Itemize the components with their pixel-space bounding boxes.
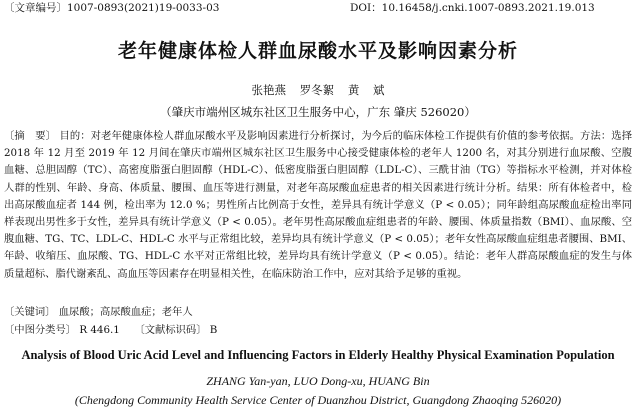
- article-number: [4, 1, 219, 15]
- abstract-label: 〔摘 要〕: [4, 130, 57, 142]
- paper-title: 老年健康体检人群血尿酸水平及影响因素分析: [117, 40, 518, 62]
- classification: [4, 323, 632, 338]
- english-affiliation: (Chengdong Community Health Service Center of Duanzhou District, Guangdong Zhaoqing 526020): [74, 393, 562, 407]
- doc-code-label: 〔文献标识码〕: [134, 324, 207, 336]
- doi: DOI：10.16458/j.cnki.1007-0893.2021.19.013: [350, 2, 595, 14]
- english-title: Analysis of Blood Uric Acid Level and Influencing Factors in Elderly Healthy Physical Examination Population: [21, 348, 615, 362]
- authors: 张艳燕 罗冬絮 黄 斌: [251, 83, 385, 97]
- english-authors: ZHANG Yan-yan, LUO Dong-xu, HUANG Bin: [206, 374, 430, 388]
- abstract-text: 目的：对老年健康体检人群血尿酸水平及影响因素进行分析探讨，为今后的临床体检工作提供有价值的参考依据。方法：选择 2018 年 12 月至 2019 年 12 月间在肇庆市端州区城东社区卫生服务中心接受健康体检的老年人 1200 名，对其分别进行血尿酸、空腹血糖、总胆固醇（TC）、高密度脂蛋白胆固醇（HDL-C）、低密度脂蛋白胆固醇（LDL-C）、三酰甘油（TG）等指标水平检测，并对体检人群的性别、年龄、身高、体质量、腰围、血压等进行测量，对老年高尿酸血症患者的相关因素进行统计分析。结果：所有体检者中，检出高尿酸血症者 144 例，检出率为 12.0 %；男性所占比例高于女性，差异具有统计学意义（P < 0.05）；同年龄组高尿酸血症检出率同样表现出男性多于女性，差异具有统计学意义（P < 0.05）。老年男性高尿酸血症组患者的年龄、腰围、体质量指数（BMI）、血尿酸、空腹血糖、TG、TC、LDL-C、HDL-C 水平与正常组比较，差异均具有统计学意义（P < 0.05）；老年女性高尿酸血症组患者腰围、BMI、年龄、收缩压、血尿酸、TG、HDL-C 水平对正常组比较，差异均具有统计学意义（P < 0.05）。结论：老年人群高尿酸血症的发生与体质量超标、脂代谢紊乱、高血压等因素存在明显相关性，在临床防治工作中，应对其给予足够的重视。: [4, 130, 632, 280]
- abstract: [4, 128, 632, 283]
- article-number-value: 1007-0893(2021)19-0033-03: [67, 2, 220, 14]
- header-meta: [0, 1, 636, 17]
- affiliation: （肇庆市端州区城东社区卫生服务中心，广东 肇庆 526020）: [160, 105, 476, 119]
- keywords-label: 〔关键词〕: [4, 306, 56, 318]
- clc-value: R 446.1: [79, 324, 120, 336]
- doc-code-value: B: [209, 324, 218, 336]
- clc-label: 〔中图分类号〕: [4, 324, 77, 336]
- keywords: [4, 305, 632, 320]
- keywords-text: 血尿酸；高尿酸血症；老年人: [58, 306, 193, 318]
- article-number-label: 〔文章编号〕: [4, 2, 67, 14]
